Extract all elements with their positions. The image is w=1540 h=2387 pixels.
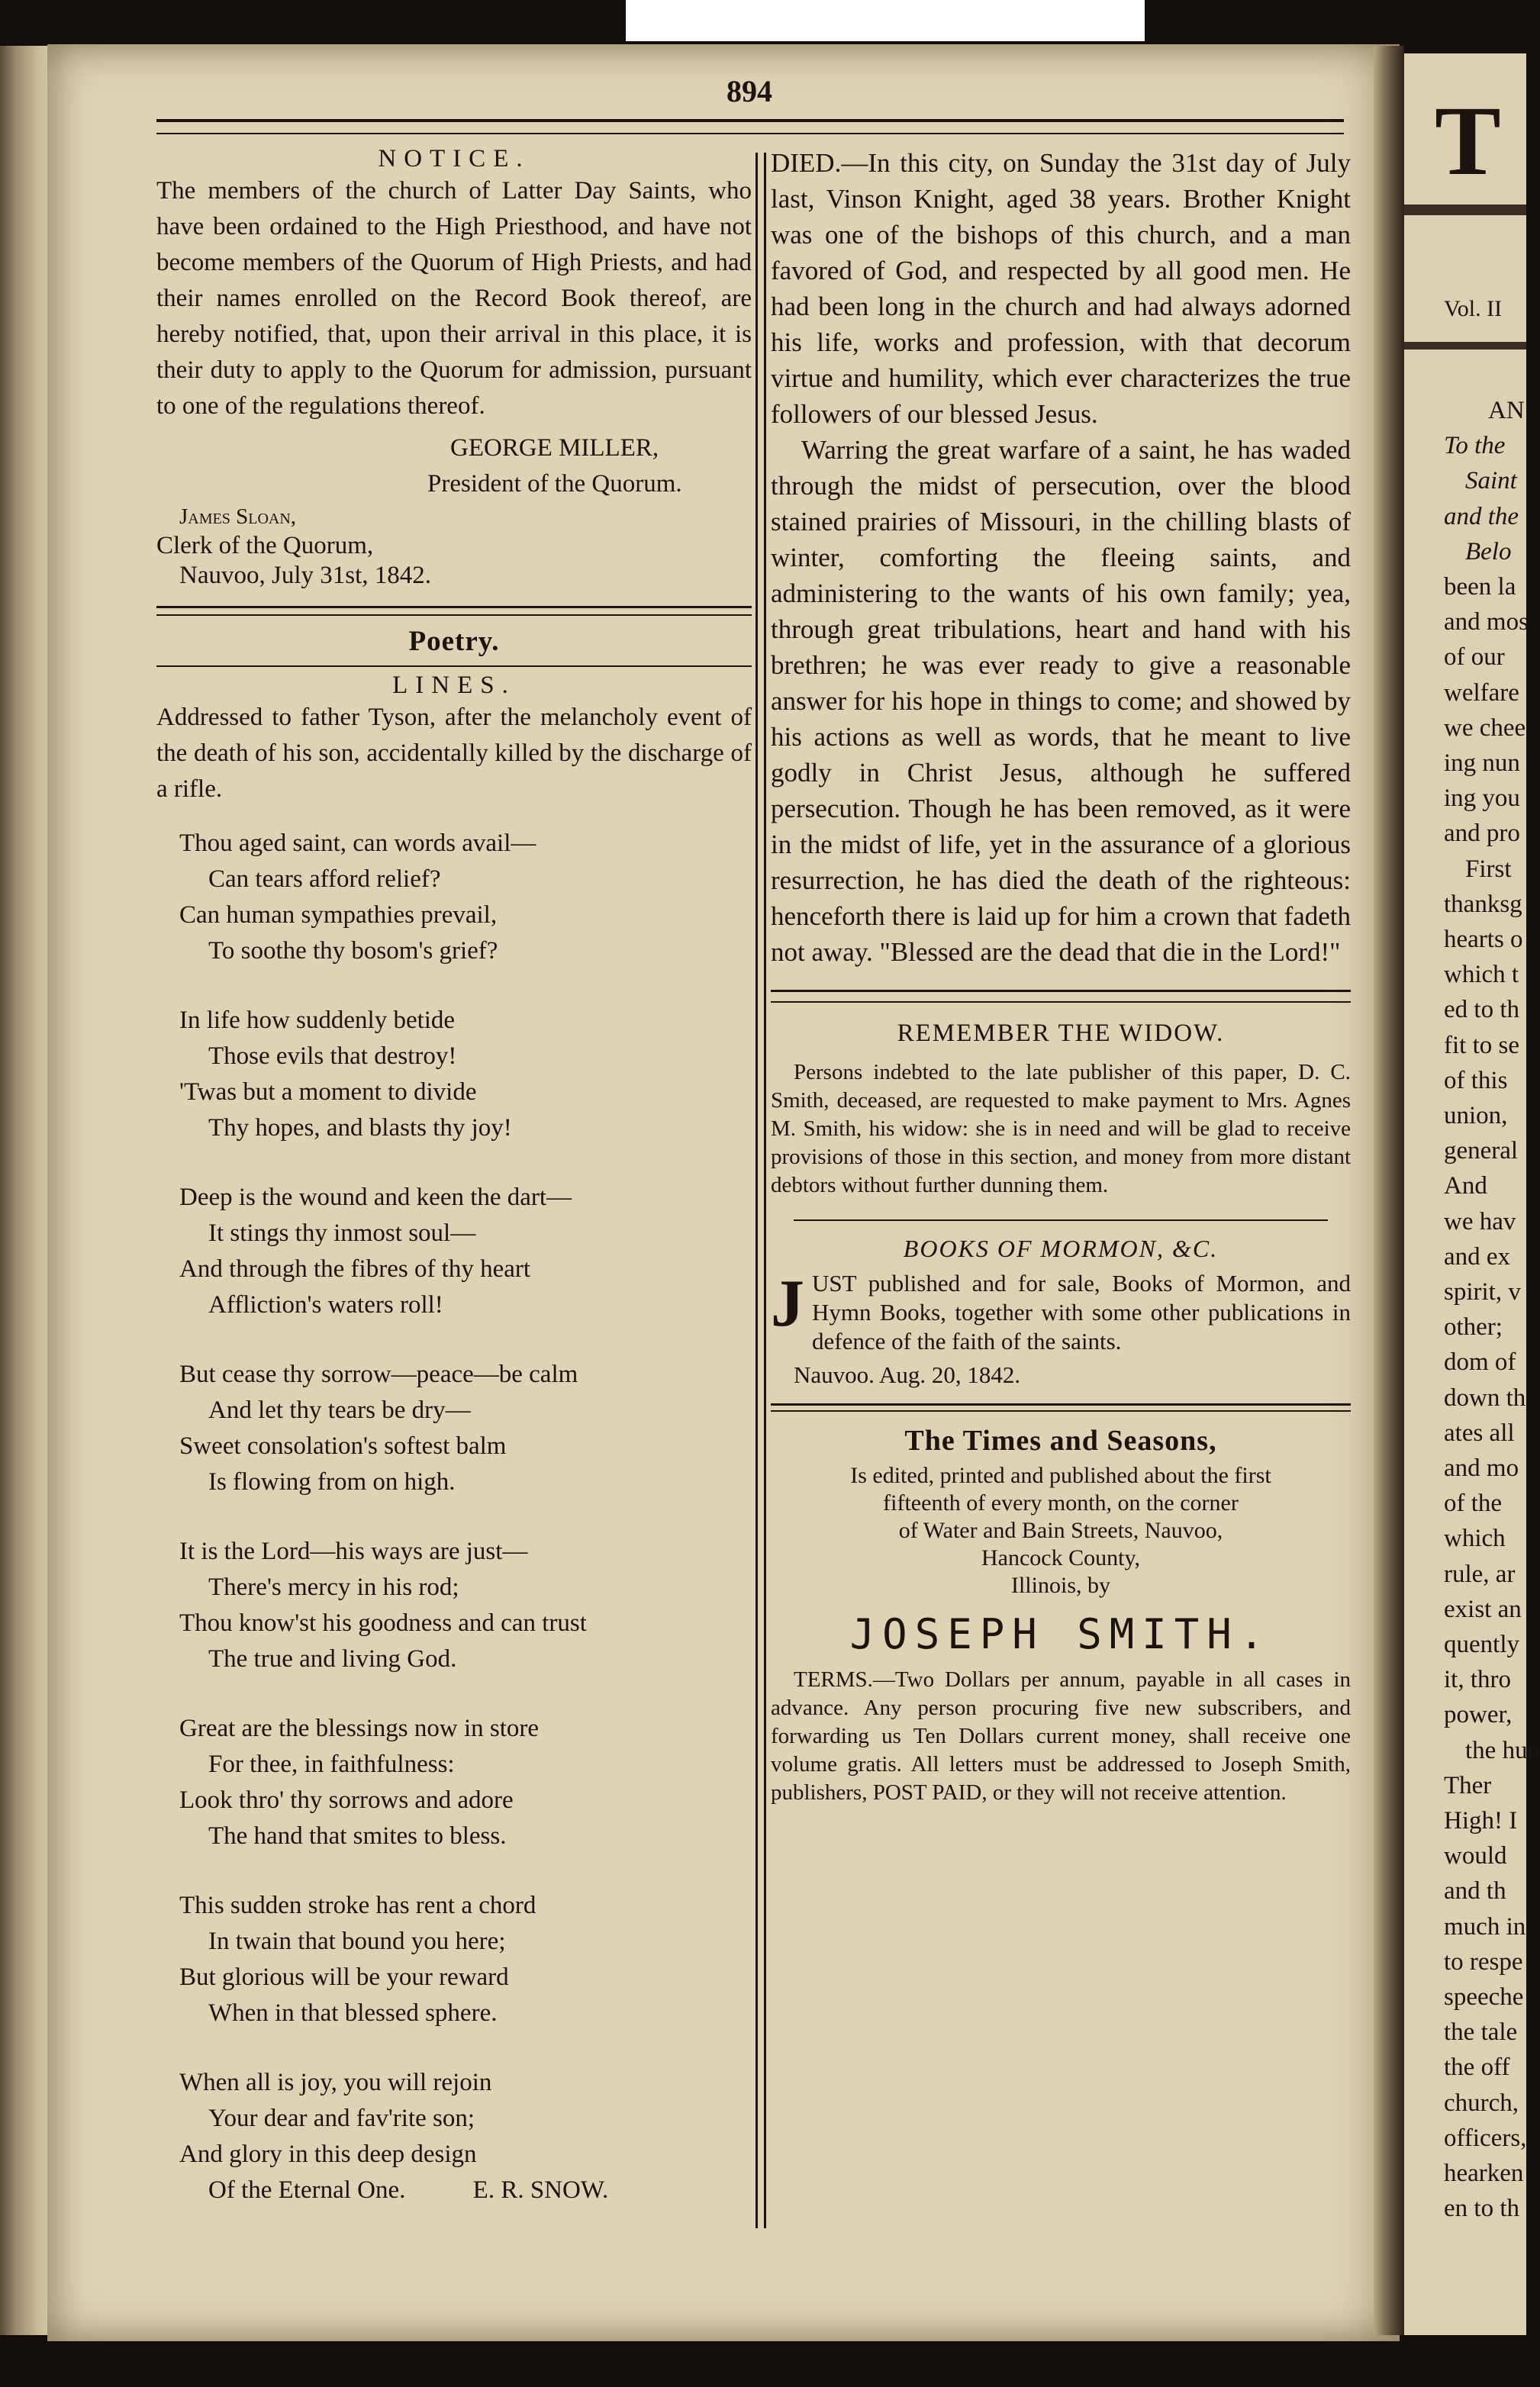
poem-line: It is the Lord—his ways are just— [179, 1538, 528, 1565]
books-heading: BOOKS OF MORMON, &C. [903, 1235, 1219, 1262]
obituary-paragraph-2: Warring the great warfare of a saint, he has waded through the midst of persecution, over the blood stained prairies of Missouri, in the chilling blasts of winter, comforting the fleeing saints, and administering to the wants of his own family; yea, through great tribulations, heart and hand with his brethren; he was ever ready to give a reasonable answer for his hope in things to come; and showed by his actions as well as words, that he meant to live godly in Christ Jesus, although he suffered persecution. Though he has been removed, as it were in the midst of life, yet in the assurance of a glorious resurrection, he has died the death of the righteous: henceforth there is laid up for him a crown that fadeth not away. "Blessed are the dead that die in the Lord!" [771, 435, 1351, 967]
facing-page-line: And [1444, 1172, 1487, 1200]
facing-page-line: ates all [1444, 1419, 1515, 1447]
facing-page-line: church, [1444, 2089, 1519, 2117]
notice-body: The members of the church of Latter Day Saints, who have been ordained to the High Priesthood, and have not become members of the Quorum of High Priests, and had their names enrolled on the Record Book thereof, are hereby notified, that, upon their arrival in this place, it is their duty to apply to the Quorum for admission, pursuant to one of the regulations thereof. [156, 177, 752, 420]
facing-page-line: fit to se [1444, 1031, 1519, 1059]
poem-line: Thou know'st his goodness and can trust [179, 1609, 587, 1637]
poem-stanza [179, 826, 752, 969]
facing-page-line: exist an [1444, 1595, 1522, 1623]
left-column [156, 145, 752, 2208]
facing-page-line: Ther [1444, 1771, 1492, 1799]
poem-stanza [179, 1534, 752, 1677]
books-ad [771, 1269, 1351, 1356]
facing-page-line: general [1444, 1137, 1519, 1165]
facing-page-line: To the [1444, 432, 1506, 460]
facing-page-line: the off [1444, 2054, 1510, 2082]
facing-page-line: down th [1444, 1384, 1526, 1412]
facing-page-line: quently [1444, 1631, 1519, 1658]
column-divider [756, 153, 766, 2228]
poem [156, 826, 752, 2208]
poem-line: And let thy tears be dry— [208, 1396, 471, 1424]
poem-line: Can tears afford relief? [208, 865, 441, 893]
section-rule [156, 665, 752, 667]
facing-page-volume: Vol. II [1444, 296, 1503, 321]
facing-page-letter: T [1435, 86, 1501, 196]
poem-line: Great are the blessings now in store [179, 1715, 540, 1742]
facing-page-line: the hun [1465, 1736, 1540, 1764]
books-body: UST published and for sale, Books of Mormon, and Hymn Books, together with some other publications in defence of the faith of the saints. [812, 1270, 1351, 1355]
poem-heading: LINES. [392, 672, 516, 699]
poem-line: 'Twas but a moment to divide [179, 1078, 477, 1106]
facing-page-line: speeche [1444, 1983, 1524, 2011]
masthead-publisher: JOSEPH SMITH. [849, 1610, 1272, 1658]
facing-page-line: power, [1444, 1701, 1513, 1729]
facing-page-rule [1404, 342, 1526, 350]
masthead-title: The Times and Seasons, [904, 1425, 1217, 1457]
books-dateline: Nauvoo. Aug. 20, 1842. [794, 1361, 1021, 1388]
facing-page-line: First [1465, 855, 1512, 883]
poem-line: When all is joy, you will rejoin [179, 2069, 492, 2096]
facing-page-line: spirit, v [1444, 1278, 1521, 1306]
poem-line: Thou aged saint, can words avail— [179, 829, 536, 857]
facing-page-line: rule, ar [1444, 1560, 1516, 1588]
masthead-line: Illinois, by [1010, 1573, 1110, 1598]
facing-page-line: which [1444, 1525, 1506, 1553]
poem-line: There's mercy in his rod; [208, 1574, 459, 1601]
section-rule [771, 990, 1351, 1003]
facing-page-line: welfare [1444, 678, 1519, 707]
book-gutter [1374, 46, 1404, 2335]
facing-page-line: AN [1488, 397, 1525, 424]
facing-page-line: ed to th [1444, 996, 1519, 1024]
facing-page-line: and mos [1444, 608, 1529, 636]
notice-signer-title: President of the Quorum. [427, 470, 682, 498]
poem-line: But glorious will be your reward [179, 1963, 509, 1991]
poem-intro: Addressed to father Tyson, after the melancholy event of the death of his son, accidentally killed by the discharge of a rifle. [156, 704, 752, 803]
poem-line: In life how suddenly betide [179, 1007, 456, 1034]
poem-stanza [179, 1003, 752, 1146]
facing-page-line: to respe [1444, 1947, 1523, 1976]
facing-page-line: and th [1444, 1877, 1506, 1905]
poem-line: Is flowing from on high. [208, 1468, 456, 1496]
poem-author: E. R. SNOW. [472, 2176, 609, 2204]
poem-line: For thee, in faithfulness: [208, 1751, 455, 1778]
facing-page-line: been la [1444, 573, 1516, 601]
poem-line: Those evils that destroy! [208, 1042, 457, 1070]
widow-heading: REMEMBER THE WIDOW. [897, 1020, 1225, 1047]
poem-line: Sweet consolation's softest balm [179, 1432, 507, 1460]
facing-page-line: ing you [1444, 784, 1520, 813]
notice-clerk-title: Clerk of the Quorum, [156, 532, 374, 559]
facing-page-line: hearts o [1444, 926, 1523, 953]
poem-line: And glory in this deep design [179, 2141, 477, 2168]
facing-page-line: we chee [1444, 714, 1526, 742]
poem-line: Affliction's waters roll! [208, 1291, 443, 1319]
facing-page-line: of our [1444, 643, 1505, 672]
facing-page-rule [1404, 205, 1526, 215]
facing-page-line: of the [1444, 1490, 1503, 1518]
poem-line: But cease thy sorrow—peace—be calm [179, 1361, 578, 1388]
poem-stanza [179, 1888, 752, 2031]
poem-line: Look thro' thy sorrows and adore [179, 1786, 514, 1814]
facing-page-line: and the [1444, 502, 1519, 530]
poem-line: The true and living God. [208, 1645, 457, 1673]
facing-page-line: would [1444, 1842, 1507, 1870]
facing-page-line: hearken [1444, 2160, 1524, 2187]
facing-page-line: and pro [1444, 820, 1520, 848]
poem-line: To soothe thy bosom's grief? [208, 937, 498, 965]
poem-line: It stings thy inmost soul— [208, 1219, 476, 1247]
facing-page-line: the tale [1444, 2018, 1518, 2047]
poem-line: When in that blessed sphere. [208, 1999, 498, 2027]
facing-page-line: of this [1444, 1066, 1508, 1094]
facing-page-line: Belo [1465, 537, 1512, 565]
facing-page-line: other; [1444, 1313, 1503, 1342]
page-number: 894 [727, 74, 772, 108]
poem-last-line-row [179, 2173, 752, 2208]
poem-stanza [179, 1180, 752, 1323]
scan-white-tab [626, 0, 1145, 41]
section-rule [794, 1219, 1328, 1221]
masthead-line: Hancock County, [981, 1545, 1140, 1570]
facing-page-line: union, [1444, 1102, 1508, 1129]
masthead-line: of Water and Bain Streets, Nauvoo, [898, 1518, 1223, 1543]
facing-page-line: it, thro [1444, 1666, 1511, 1694]
facing-page-line: dom of [1444, 1348, 1516, 1377]
facing-page-line: Saint [1465, 467, 1517, 495]
notice-heading: NOTICE. [378, 145, 530, 172]
facing-page [1404, 53, 1540, 2335]
poem-stanza [179, 2065, 752, 2208]
facing-page-line: which t [1444, 961, 1519, 989]
poem-line: Of the Eternal One. [208, 2176, 406, 2204]
notice-signer: GEORGE MILLER, [450, 434, 659, 462]
poem-line: Your dear and fav'rite son; [208, 2105, 475, 2132]
notice-clerk-name: James Sloan, [179, 504, 297, 529]
obituary-paragraph-1: DIED.—In this city, on Sunday the 31st day of July last, Vinson Knight, aged 38 years. Brother Knight was one of the bishops of this church, and a man favored of God, and respected by all good men. He had been long in the church and had always adorned his life, works and profession, with that decorum virtue and humility, which ever characterizes the true followers of our blessed Jesus. [771, 148, 1351, 429]
notice-dateline: Nauvoo, July 31st, 1842. [179, 562, 431, 589]
masthead-line: fifteenth of every month, on the corner [883, 1490, 1239, 1516]
facing-page-line: officers, [1444, 2124, 1527, 2152]
facing-page-line: we hav [1444, 1207, 1516, 1235]
poetry-section-title: Poetry. [408, 626, 500, 657]
facing-page-line: and mo [1444, 1454, 1519, 1482]
drop-cap: J [771, 1267, 804, 1341]
poem-line: The hand that smites to bless. [208, 1822, 507, 1850]
poem-line: Deep is the wound and keen the dart— [179, 1184, 572, 1211]
poem-line: Can human sympathies prevail, [179, 901, 498, 929]
facing-page-line: High! I [1444, 1807, 1518, 1835]
section-rule [156, 606, 752, 616]
masthead-terms: TERMS.—Two Dollars per annum, payable in all cases in advance. Any person procuring five new subscribers, and forwarding us Ten Dollars current money, shall receive one volume gratis. All letters must be addressed to Joseph Smith, publishers, POST PAID, or they will not receive attention. [771, 1667, 1351, 1805]
poem-line: Thy hopes, and blasts thy joy! [208, 1114, 512, 1142]
top-rule [156, 119, 1344, 134]
poem-line: In twain that bound you here; [208, 1928, 506, 1955]
poem-line: And through the fibres of thy heart [179, 1255, 531, 1283]
facing-page-line: and ex [1444, 1242, 1511, 1271]
facing-page-line: ing nun [1444, 749, 1520, 777]
facing-page-line: much in [1444, 1912, 1526, 1941]
right-column [771, 145, 1351, 1807]
section-rule [771, 1403, 1351, 1412]
poem-stanza [179, 1357, 752, 1500]
facing-page-line: en to th [1444, 2195, 1519, 2223]
book-page-edges [0, 46, 53, 2335]
widow-body: Persons indebted to the late publisher of this paper, D. C. Smith, deceased, are requested to make payment to Mrs. Agnes M. Smith, his widow: she is in need and will be glad to receive provisions of those in this section, and money from more distant debtors without further dunning them. [771, 1060, 1351, 1197]
poem-line: This sudden stroke has rent a chord [179, 1892, 536, 1919]
facing-page-line: thanksg [1444, 890, 1522, 918]
masthead-line: Is edited, printed and published about the first [850, 1463, 1271, 1488]
poem-stanza [179, 1711, 752, 1854]
